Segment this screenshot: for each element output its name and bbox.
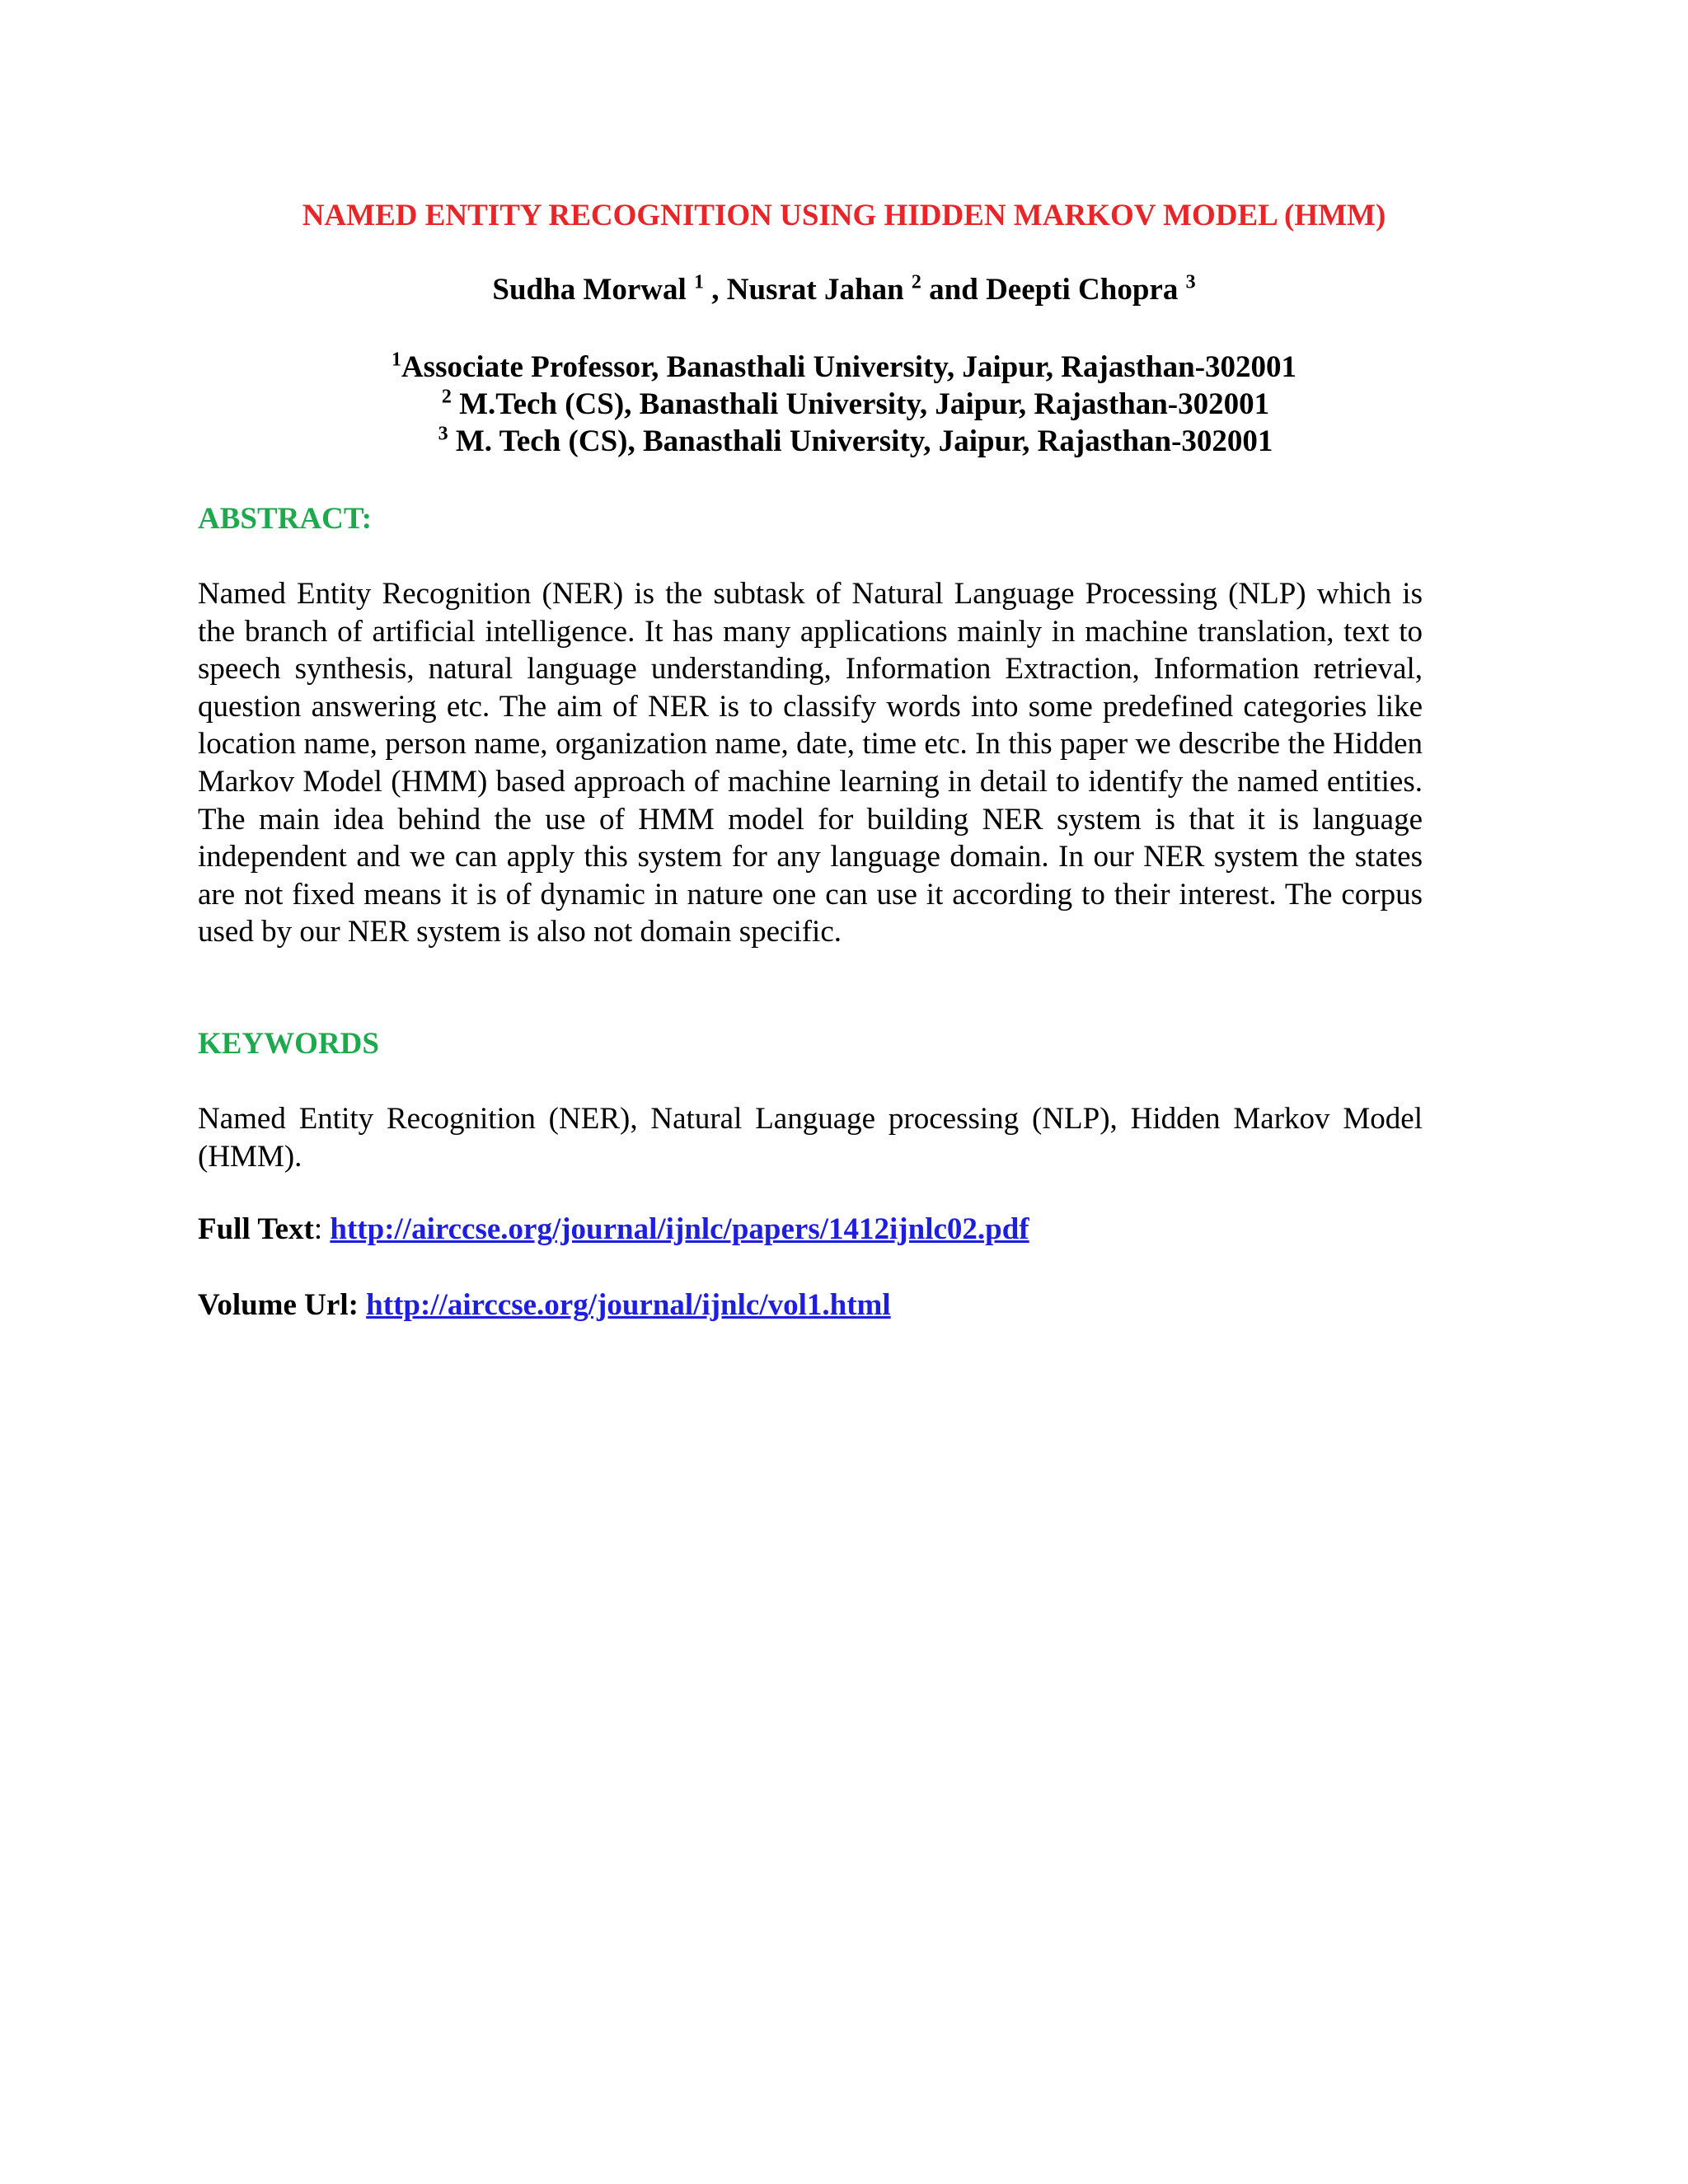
affiliation-text: Associate Professor, Banasthali University, Jaipur, Rajasthan-302001 bbox=[401, 350, 1297, 384]
author-separator: , bbox=[704, 273, 727, 307]
abstract-body: Named Entity Recognition (NER) is the subtask of Natural Language Processing (NLP) which is the branch of artificial intelligence. It has many applications mainly in machine translation, text to speech synthesis, natural language understanding, Information Extraction, Information retrieval, question answering etc. The aim of NER is to classify words into some predefined categories like location name, person name, organization name, date, time etc. In this paper we describe the Hidden Markov Model (HMM) based approach of machine learning in detail to identify the named entities. The main idea behind the use of HMM model for building NER system is that it is language independent and we can apply this system for any language domain. In our NER system the states are not fixed means it is of dynamic in nature one can use it according to their interest. The corpus used by our NER system is also not domain specific. bbox=[198, 577, 1423, 949]
abstract-heading: ABSTRACT: bbox=[198, 502, 373, 536]
author-name: Deepti Chopra bbox=[986, 273, 1179, 307]
affiliation-text: M.Tech (CS), Banasthali University, Jaipur, Rajasthan-302001 bbox=[451, 387, 1270, 421]
full-text-label: Full Text bbox=[198, 1212, 314, 1246]
author-mark: 2 bbox=[911, 271, 921, 293]
full-text-separator: : bbox=[313, 1212, 331, 1246]
affiliation-mark: 3 bbox=[438, 423, 448, 445]
volume-url-label: Volume Url: bbox=[198, 1288, 367, 1322]
keywords-body: Named Entity Recognition (NER), Natural Language processing (NLP), Hidden Markov Model (HMM). bbox=[198, 1102, 1423, 1174]
affiliation-2 bbox=[0, 387, 1688, 422]
full-text-line bbox=[198, 1212, 1029, 1247]
author-mark: 1 bbox=[694, 271, 705, 293]
affiliation-text: M. Tech (CS), Banasthali University, Jaipur, Rajasthan-302001 bbox=[448, 424, 1273, 458]
keywords-heading: KEYWORDS bbox=[198, 1027, 379, 1061]
author-separator: and bbox=[921, 273, 987, 307]
volume-url-line bbox=[198, 1287, 891, 1323]
paper-title: NAMED ENTITY RECOGNITION USING HIDDEN MARKOV MODEL (HMM) bbox=[302, 199, 1386, 232]
author-name: Sudha Morwal bbox=[492, 273, 687, 307]
affiliation-1 bbox=[0, 349, 1688, 385]
author-mark: 3 bbox=[1185, 271, 1196, 293]
volume-url-link[interactable]: http://airccse.org/journal/ijnlc/vol1.html bbox=[366, 1288, 891, 1322]
affiliation-3 bbox=[0, 424, 1688, 459]
affiliation-mark: 2 bbox=[441, 386, 452, 408]
full-text-link[interactable]: http://airccse.org/journal/ijnlc/papers/1412ijnlc02.pdf bbox=[330, 1212, 1029, 1246]
author-name: Nusrat Jahan bbox=[726, 273, 904, 307]
author-line bbox=[0, 272, 1688, 307]
affiliation-mark: 1 bbox=[391, 349, 401, 371]
